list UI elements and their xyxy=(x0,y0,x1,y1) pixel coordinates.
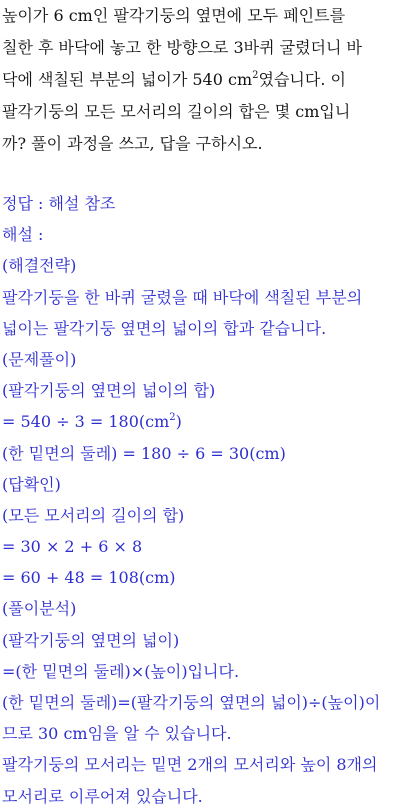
question-line: 칠한 후 바닥에 놓고 한 방향으로 3바퀴 굴렸더니 바 xyxy=(2,38,362,57)
explanation-line: (모든 모서리의 길이의 합) xyxy=(2,505,185,525)
equation-line: (한 밑면의 둘레) = 180 ÷ 6 = 30(cm) xyxy=(2,443,286,463)
equation-line xyxy=(2,406,398,437)
explanation-line: 모서리로 이루어져 있습니다. xyxy=(2,786,203,806)
explanation-line: 팔각기둥을 한 바퀴 굴렸을 때 바닥에 색칠된 부분의 xyxy=(2,287,363,307)
equation-line: = 60 + 48 = 108(cm) xyxy=(2,568,176,588)
explanation-line: (한 밑면의 둘레)=(팔각기둥의 옆면의 넓이)÷(높이)이 xyxy=(2,693,381,712)
explanation-line: (팔각기둥의 옆면의 넓이) xyxy=(2,630,180,650)
explanation-line: 므로 30 cm임을 알 수 있습니다. xyxy=(2,724,232,744)
superscript: 2 xyxy=(252,70,259,81)
explanation-label: 해설 : xyxy=(2,225,44,245)
solution-heading: (문제풀이) xyxy=(2,349,77,369)
explanation-line: 팔각기둥의 모서리는 밑면 2개의 모서리와 높이 8개의 xyxy=(2,755,378,775)
strategy-heading: (해결전략) xyxy=(2,256,77,276)
superscript: 2 xyxy=(169,412,176,424)
question-line xyxy=(2,64,398,96)
equation-line: = 30 × 2 + 6 × 8 xyxy=(2,537,143,557)
explanation-line: 넓이는 팔각기둥 옆면의 넓이의 합과 같습니다. xyxy=(2,318,327,338)
check-heading: (답확인) xyxy=(2,474,61,494)
question-block xyxy=(2,0,398,160)
question-line: 팔각기둥의 모든 모서리의 길이의 합은 몇 cm입니 xyxy=(2,102,351,121)
answer-block xyxy=(2,188,398,812)
question-text: 였습니다. 이 xyxy=(258,70,346,89)
answer-label: 정답 : 해설 참조 xyxy=(2,194,116,213)
explanation-line: =(한 밑면의 둘레)×(높이)입니다. xyxy=(2,661,240,681)
question-text: 닥에 색칠된 부분의 넓이가 540 cm xyxy=(2,70,253,89)
question-line: 까? 풀이 과정을 쓰고, 답을 구하시오. xyxy=(2,134,263,153)
question-line: 높이가 6 cm인 팔각기둥의 옆면에 모두 페인트를 xyxy=(2,6,346,25)
equation-text: = 540 ÷ 3 = 180(cm xyxy=(2,412,170,432)
explanation-line: (팔각기둥의 옆면의 넓이의 합) xyxy=(2,381,216,401)
analysis-heading: (풀이분석) xyxy=(2,599,77,619)
equation-text: ) xyxy=(175,412,182,432)
